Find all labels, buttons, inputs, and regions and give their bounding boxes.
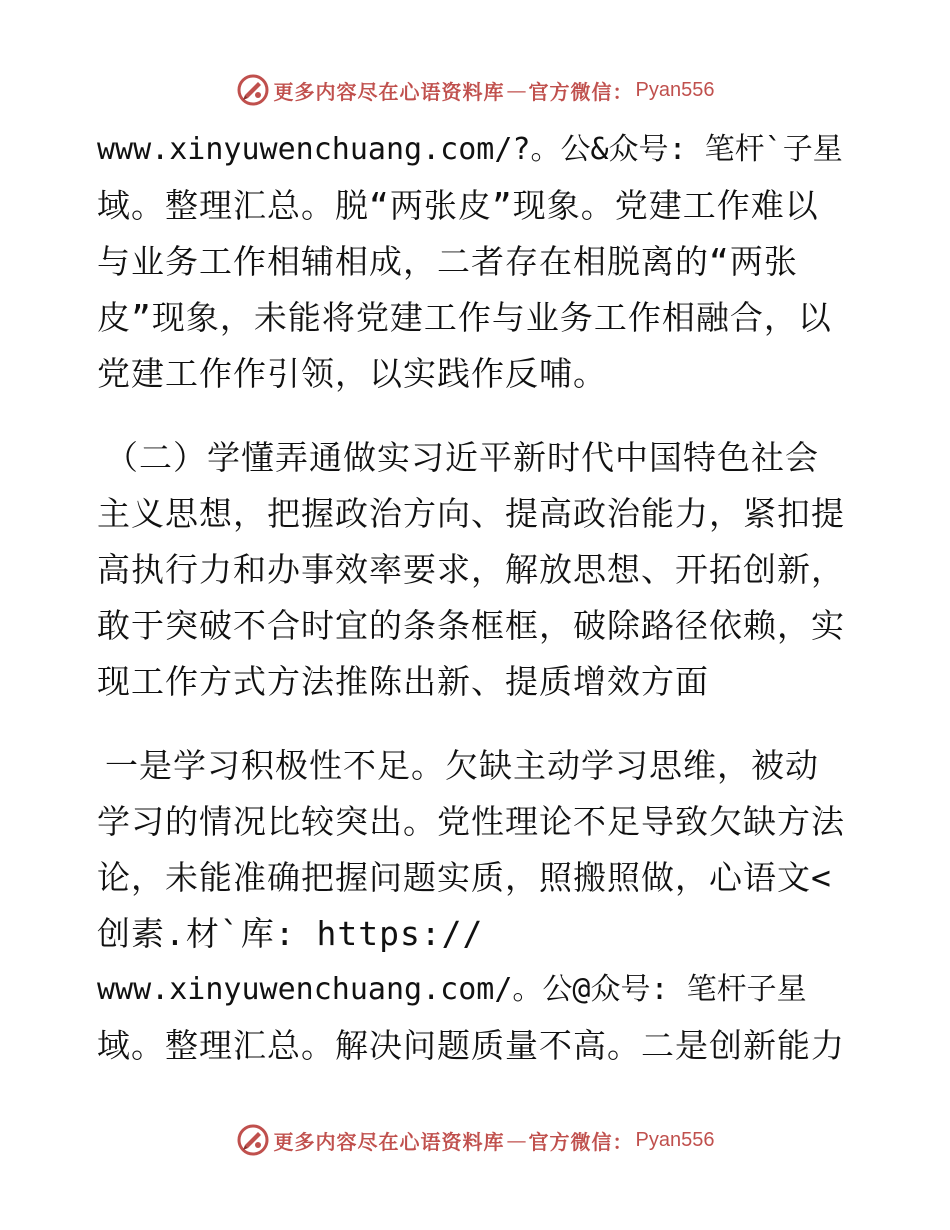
text-line: 一是学习积极性不足。欠缺主动学习思维，被动 bbox=[105, 746, 819, 785]
paragraph-1 bbox=[97, 122, 857, 402]
text-line: 论，未能准确把握问题实质，照搬照做，心语文< bbox=[97, 858, 832, 897]
paragraph-2 bbox=[97, 430, 857, 710]
text-line: 党建工作作引领，以实践作反哺。 bbox=[97, 354, 607, 393]
text-line: 域。整理汇总。解决问题质量不高。二是创新能力 bbox=[97, 1026, 845, 1065]
section-heading-line: （二）学懂弄通做实习近平新时代中国特色社会 bbox=[105, 438, 819, 477]
document-body bbox=[97, 122, 857, 1074]
text-line: 高执行力和办事效率要求，解放思想、开拓创新， bbox=[97, 550, 845, 589]
banner-wechat-label: 官方微信： bbox=[528, 1129, 634, 1154]
text-line: 与业务工作相辅相成，二者存在相脱离的“两张 bbox=[97, 242, 798, 281]
banner-wechat-label: 官方微信： bbox=[528, 79, 634, 104]
footer-watermark-banner bbox=[0, 1120, 950, 1160]
banner-wechat-id: Pyan556 bbox=[635, 78, 715, 101]
text-line: 敢于突破不合时宜的条条框框，破除路径依赖，实 bbox=[97, 606, 845, 645]
text-line: www.xinyuwenchuang.com/?。公&众号: 笔杆`子星 bbox=[97, 132, 843, 167]
text-line: www.xinyuwenchuang.com/。公@众号: 笔杆子星 bbox=[97, 972, 807, 1007]
text-line: 现工作方式方法推陈出新、提质增效方面 bbox=[97, 662, 709, 701]
text-line: 皮”现象，未能将党建工作与业务工作相融合，以 bbox=[97, 298, 832, 337]
banner-separator: — bbox=[506, 78, 527, 102]
text-line: 创素.材`库: https:// bbox=[97, 914, 484, 953]
brand-logo-icon bbox=[236, 1123, 270, 1157]
text-line: 主义思想，把握政治方向、提高政治能力，紧扣提 bbox=[97, 494, 845, 533]
text-line: 学习的情况比较突出。党性理论不足导致欠缺方法 bbox=[97, 802, 845, 841]
brand-logo-icon bbox=[236, 73, 270, 107]
banner-wechat-id: Pyan556 bbox=[635, 1128, 715, 1151]
text-line: 域。整理汇总。脱“两张皮”现象。党建工作难以 bbox=[97, 186, 819, 225]
banner-slogan: 更多内容尽在心语资料库 bbox=[273, 79, 505, 104]
banner-separator: — bbox=[506, 1128, 527, 1152]
paragraph-3 bbox=[97, 738, 857, 1074]
banner-slogan: 更多内容尽在心语资料库 bbox=[273, 1129, 505, 1154]
header-watermark-banner bbox=[0, 70, 950, 110]
